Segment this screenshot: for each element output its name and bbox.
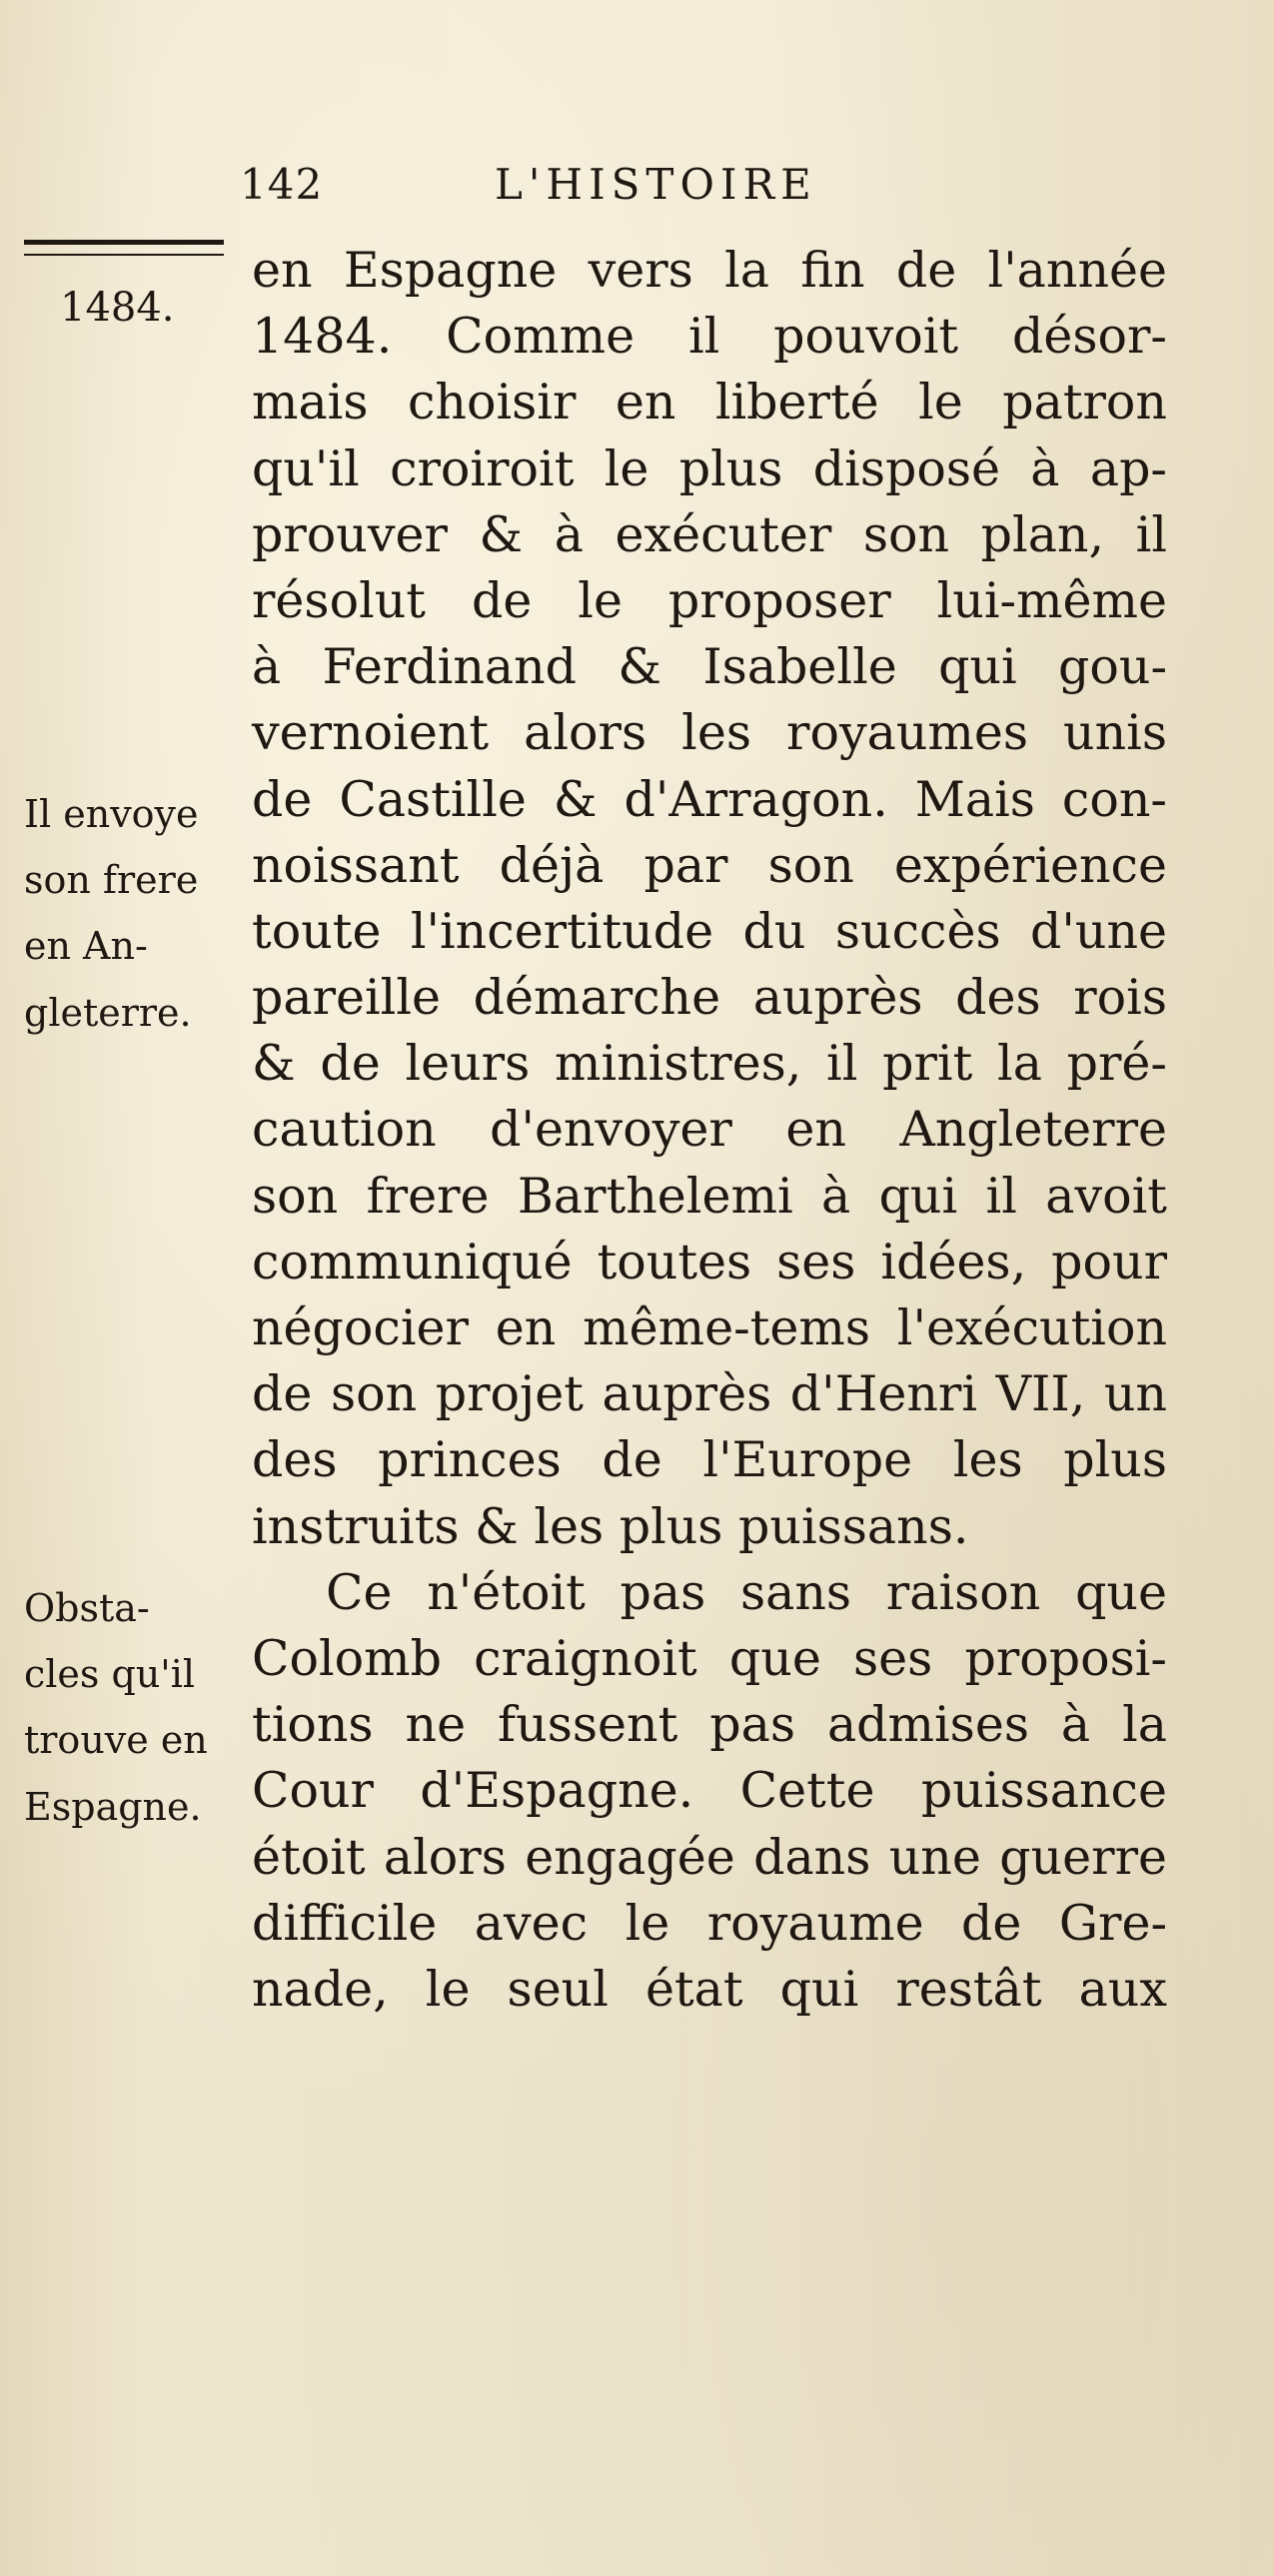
margin-note-envoye	[24, 781, 199, 1046]
text-line: des princes de l'Europe les plus	[252, 1431, 1167, 1489]
margin-note-line: en An-	[24, 924, 148, 969]
text-line: Ce n'étoit pas sans raison que	[326, 1563, 1167, 1621]
page-number: 142	[240, 160, 324, 209]
margin-note-line: cles qu'il	[24, 1652, 196, 1697]
text-line: difficile avec le royaume de Gre-	[252, 1894, 1167, 1952]
margin-note-obstacles	[24, 1575, 208, 1840]
text-line: son frere Barthelemi à qui il avoit	[252, 1167, 1167, 1225]
text-line: noissant déjà par son expérience	[252, 836, 1167, 894]
margin-year: 1484.	[60, 285, 175, 331]
margin-rule	[24, 240, 224, 256]
text-line: Colomb craignoit que ses proposi-	[252, 1629, 1167, 1687]
text-line: nade, le seul état qui restât aux	[252, 1960, 1167, 2018]
text-line: tions ne fussent pas admises à la	[252, 1696, 1167, 1754]
body-text	[252, 238, 1167, 2023]
text-line: mais choisir en liberté le patron	[252, 374, 1167, 431]
margin-note-line: trouve en	[24, 1718, 208, 1763]
text-line: prouver & à exécuter son plan, il	[252, 505, 1167, 563]
text-line: instruits & les plus puissans.	[252, 1497, 969, 1555]
text-line: de Castille & d'Arragon. Mais con-	[252, 770, 1167, 828]
text-line: en Espagne vers la fin de l'année	[252, 242, 1167, 299]
text-line: Cour d'Espagne. Cette puissance	[252, 1762, 1167, 1820]
page-header	[240, 160, 919, 220]
text-line: caution d'envoyer en Angleterre	[252, 1101, 1167, 1159]
text-line: toute l'incertitude du succès d'une	[252, 902, 1167, 960]
text-line: qu'il croiroit le plus disposé à ap-	[252, 439, 1167, 497]
text-line: communiqué toutes ses idées, pour	[252, 1233, 1167, 1290]
text-line: pareille démarche auprès des rois	[252, 969, 1167, 1027]
margin-note-line: Espagne.	[24, 1784, 202, 1829]
text-line: 1484. Comme il pouvoit désor-	[252, 308, 1167, 366]
margin-note-line: son frere	[24, 858, 199, 903]
text-line: résolut de le proposer lui-même	[252, 571, 1167, 629]
text-line: étoit alors engagée dans une guerre	[252, 1828, 1167, 1886]
running-head: L'HISTOIRE	[495, 160, 817, 209]
margin-note-line: gleterre.	[24, 990, 192, 1035]
text-line: à Ferdinand & Isabelle qui gou-	[252, 638, 1167, 696]
text-line: & de leurs ministres, il prit la pré-	[252, 1035, 1167, 1093]
margin-note-line: Obsta-	[24, 1586, 150, 1630]
text-line: de son projet auprès d'Henri VII, un	[252, 1365, 1167, 1423]
margin-note-line: Il envoye	[24, 792, 199, 836]
text-line: vernoient alors les royaumes unis	[252, 704, 1167, 762]
text-line: négocier en même-tems l'exécution	[252, 1299, 1167, 1356]
